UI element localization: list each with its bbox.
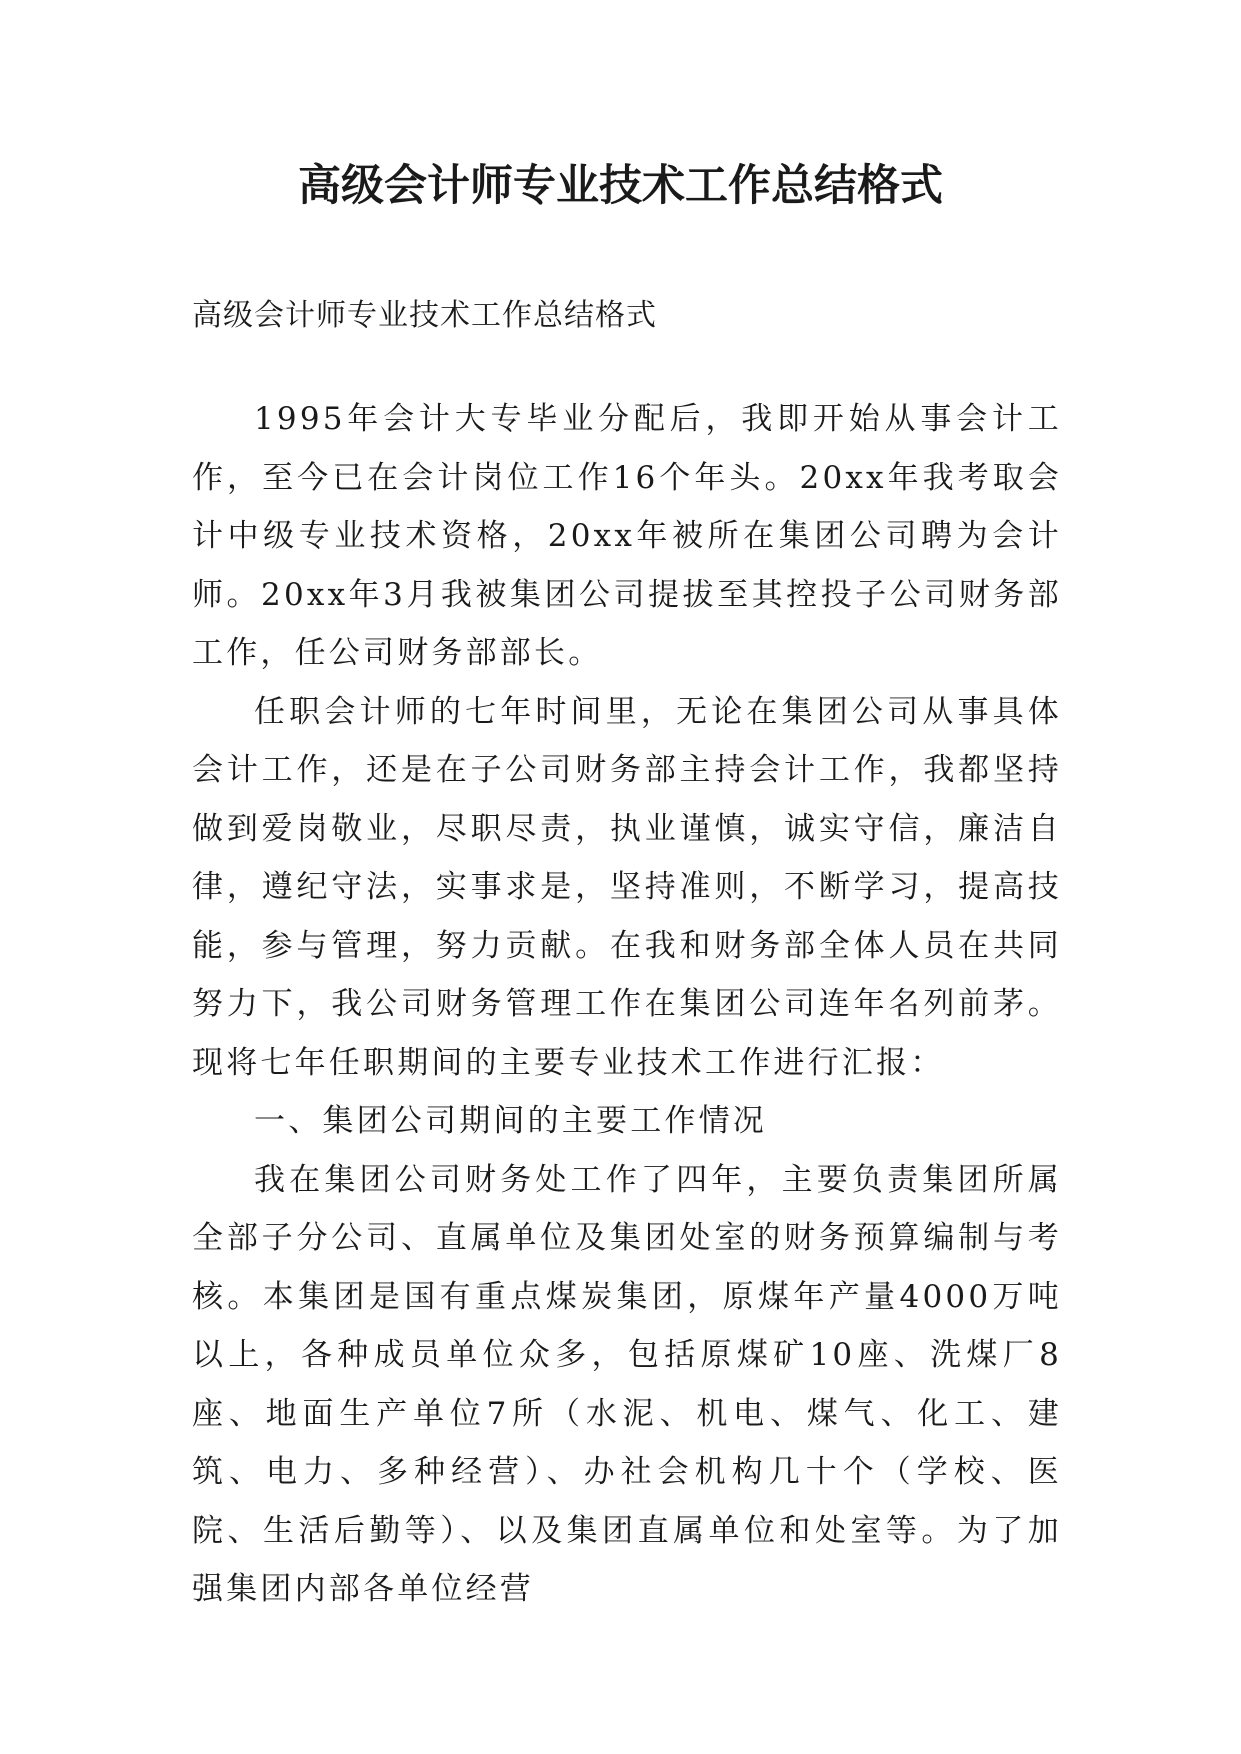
document-body: [192, 295, 1062, 1619]
document-subtitle: 高级会计师专业技术工作总结格式: [192, 298, 657, 333]
paragraph-work-attitude: 任职会计师的七年时间里，无论在集团公司从事具体会计工作，还是在子公司财务部主持会计工作，我都坚持做到爱岗敬业，尽职尽责，执业谨慎，诚实守信，廉洁自律，遵纪守法，实事求是，坚持准则，不断学习，提高技能，参与管理，努力贡献。在我和财务部全体人员在共同努力下，我公司财务管理工作在集团公司连年名列前茅。现将七年任职期间的主要专业技术工作进行汇报：: [192, 693, 1062, 1081]
section-heading-group-company: 一、集团公司期间的主要工作情况: [254, 1103, 767, 1139]
paragraph-career-summary: 1995年会计大专毕业分配后，我即开始从事会计工作，至今已在会计岗位工作16个年头。20xx年我考取会计中级专业技术资格，20xx年被所在集团公司聘为会计师。20xx年3月我被集团公司提拔至其控投子公司财务部工作，任公司财务部部长。: [192, 401, 1062, 671]
paragraph-group-company-work: 我在集团公司财务处工作了四年，主要负责集团所属全部子分公司、直属单位及集团处室的财务预算编制与考核。本集团是国有重点煤炭集团，原煤年产量4000万吨以上，各种成员单位众多，包括原煤矿10座、洗煤厂8座、地面生产单位7所（水泥、机电、煤气、化工、建筑、电力、多种经营）、办社会机构几十个（学校、医院、生活后勤等）、以及集团直属单位和处室等。为了加强集团内部各单位经营: [192, 1161, 1062, 1607]
document-title: 高级会计师专业技术工作总结格式: [298, 161, 943, 211]
